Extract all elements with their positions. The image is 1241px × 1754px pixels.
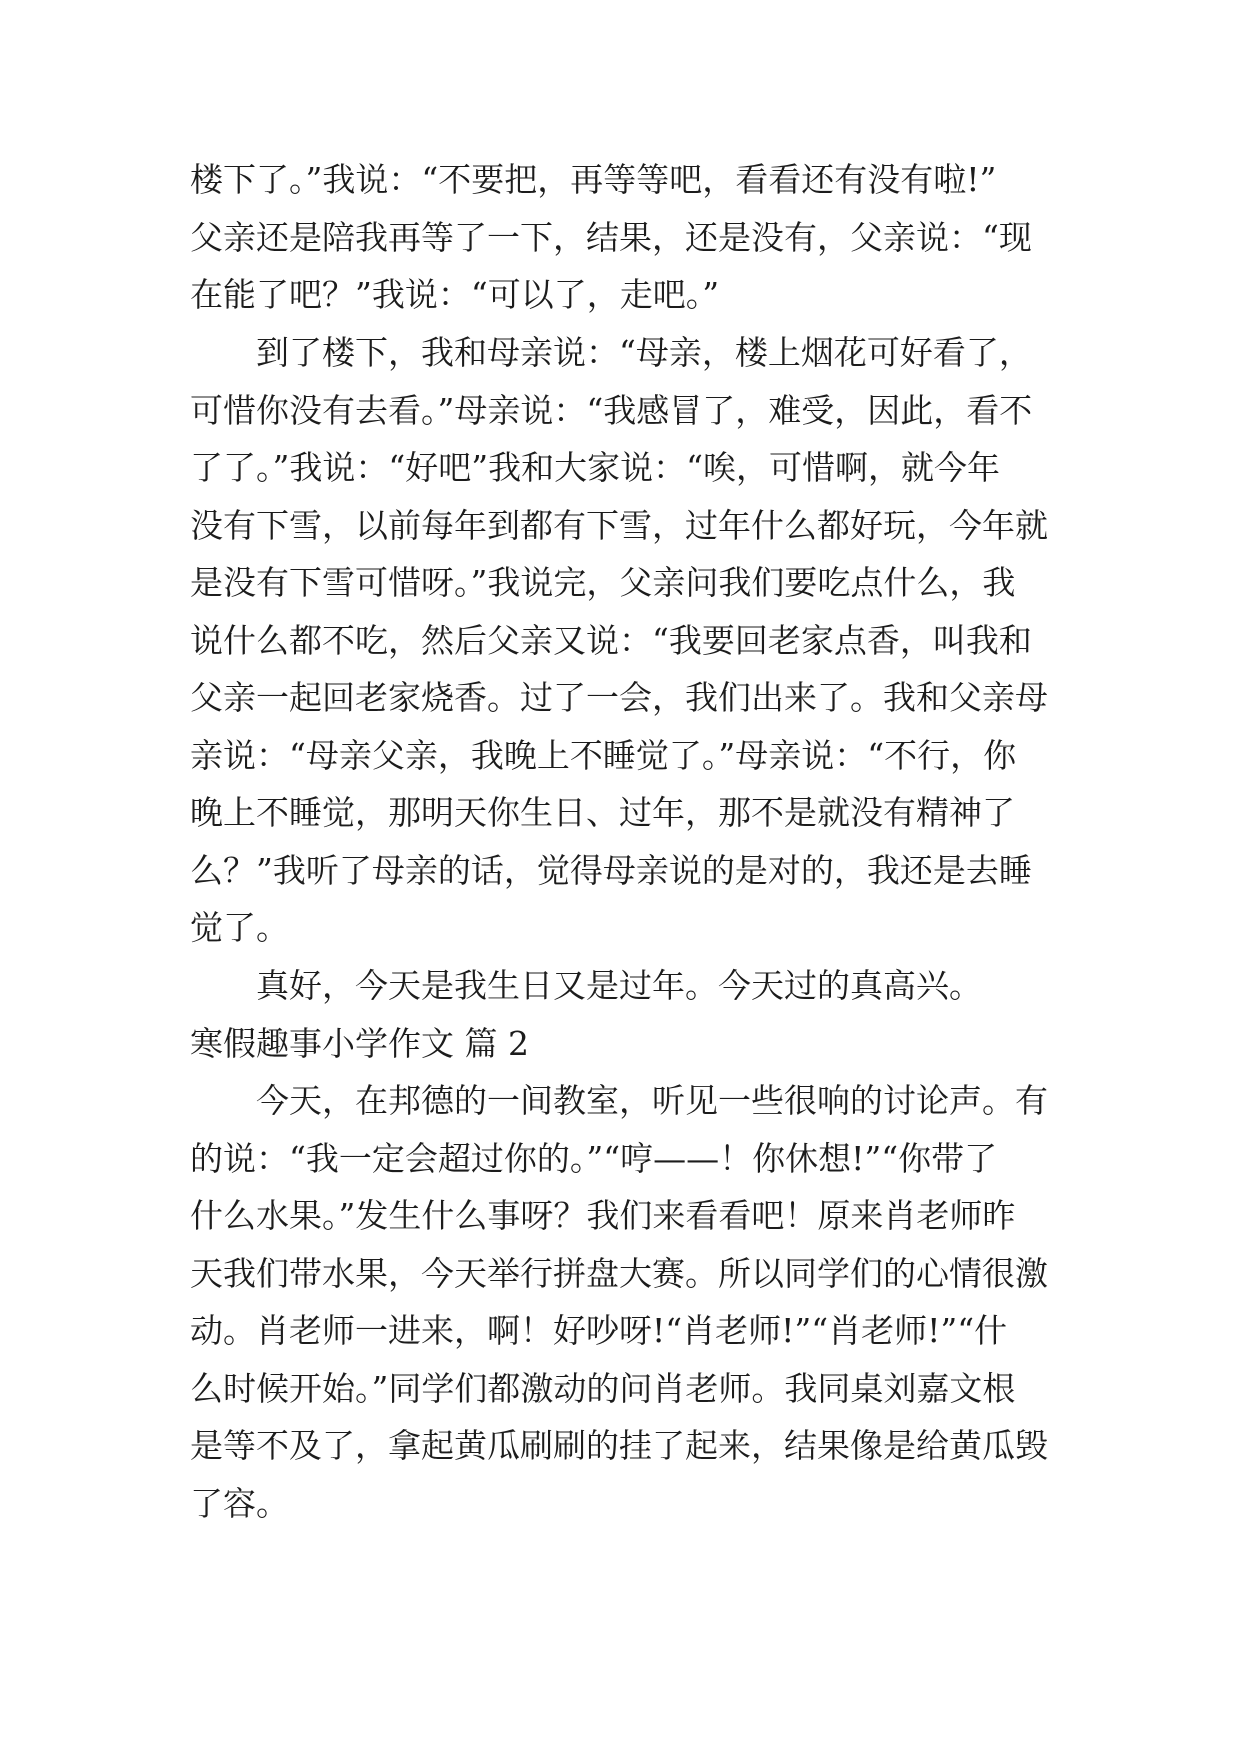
text-line: 在能了吧？”我说：“可以了，走吧。”: [190, 275, 720, 314]
paragraph-start: 今天，在邦德的一间教室，听见一些很响的讨论声。有: [256, 1081, 1048, 1120]
text-line: 是等不及了，拿起黄瓜刷刷的挂了起来，结果像是给黄瓜毁: [190, 1426, 1048, 1465]
paragraph-start: 真好，今天是我生日又是过年。今天过的真高兴。: [256, 966, 982, 1005]
text-line: 么？”我听了母亲的话，觉得母亲说的是对的，我还是去睡: [190, 851, 1032, 890]
text-line: 天我们带水果，今天举行拼盘大赛。所以同学们的心情很激: [190, 1254, 1048, 1293]
text-line: 可惜你没有去看。”母亲说：“我感冒了，难受，因此，看不: [190, 391, 1033, 430]
text-line: 是没有下雪可惜呀。”我说完，父亲问我们要吃点什么，我: [190, 563, 1016, 602]
text-line: 说什么都不吃，然后父亲又说：“我要回老家点香，叫我和: [190, 621, 1032, 660]
text-line: 动。肖老师一进来，啊！好吵呀!“肖老师!”“肖老师!”“什: [190, 1311, 1008, 1350]
text-line: 亲说：“母亲父亲，我晚上不睡觉了。”母亲说：“不行，你: [190, 736, 1017, 775]
text-line: 了了。”我说：“好吧”我和大家说：“唉，可惜啊，就今年: [190, 448, 1000, 487]
text-line: 晚上不睡觉，那明天你生日、过年，那不是就没有精神了: [190, 793, 1015, 832]
text-line: 楼下了。”我说：“不要把，再等等吧，看看还有没有啦!”: [190, 160, 997, 199]
paragraph-start: 到了楼下，我和母亲说：“母亲，楼上烟花可好看了，: [256, 333, 1032, 372]
text-line: 了容。: [190, 1484, 289, 1523]
text-line: 父亲一起回老家烧香。过了一会，我们出来了。我和父亲母: [190, 678, 1048, 717]
text-line: 觉了。: [190, 908, 289, 947]
section-heading: 寒假趣事小学作文 篇 2: [190, 1024, 529, 1063]
text-line: 的说：“我一定会超过你的。”“哼——！你休想!”“你带了: [190, 1139, 998, 1178]
text-line: 没有下雪，以前每年到都有下雪，过年什么都好玩，今年就: [190, 506, 1048, 545]
text-line: 父亲还是陪我再等了一下，结果，还是没有，父亲说：“现: [190, 218, 1032, 257]
text-line: 什么水果。”发生什么事呀？我们来看看吧！原来肖老师昨: [190, 1196, 1016, 1235]
text-line: 么时候开始。”同学们都激动的问肖老师。我同桌刘嘉文根: [190, 1369, 1016, 1408]
